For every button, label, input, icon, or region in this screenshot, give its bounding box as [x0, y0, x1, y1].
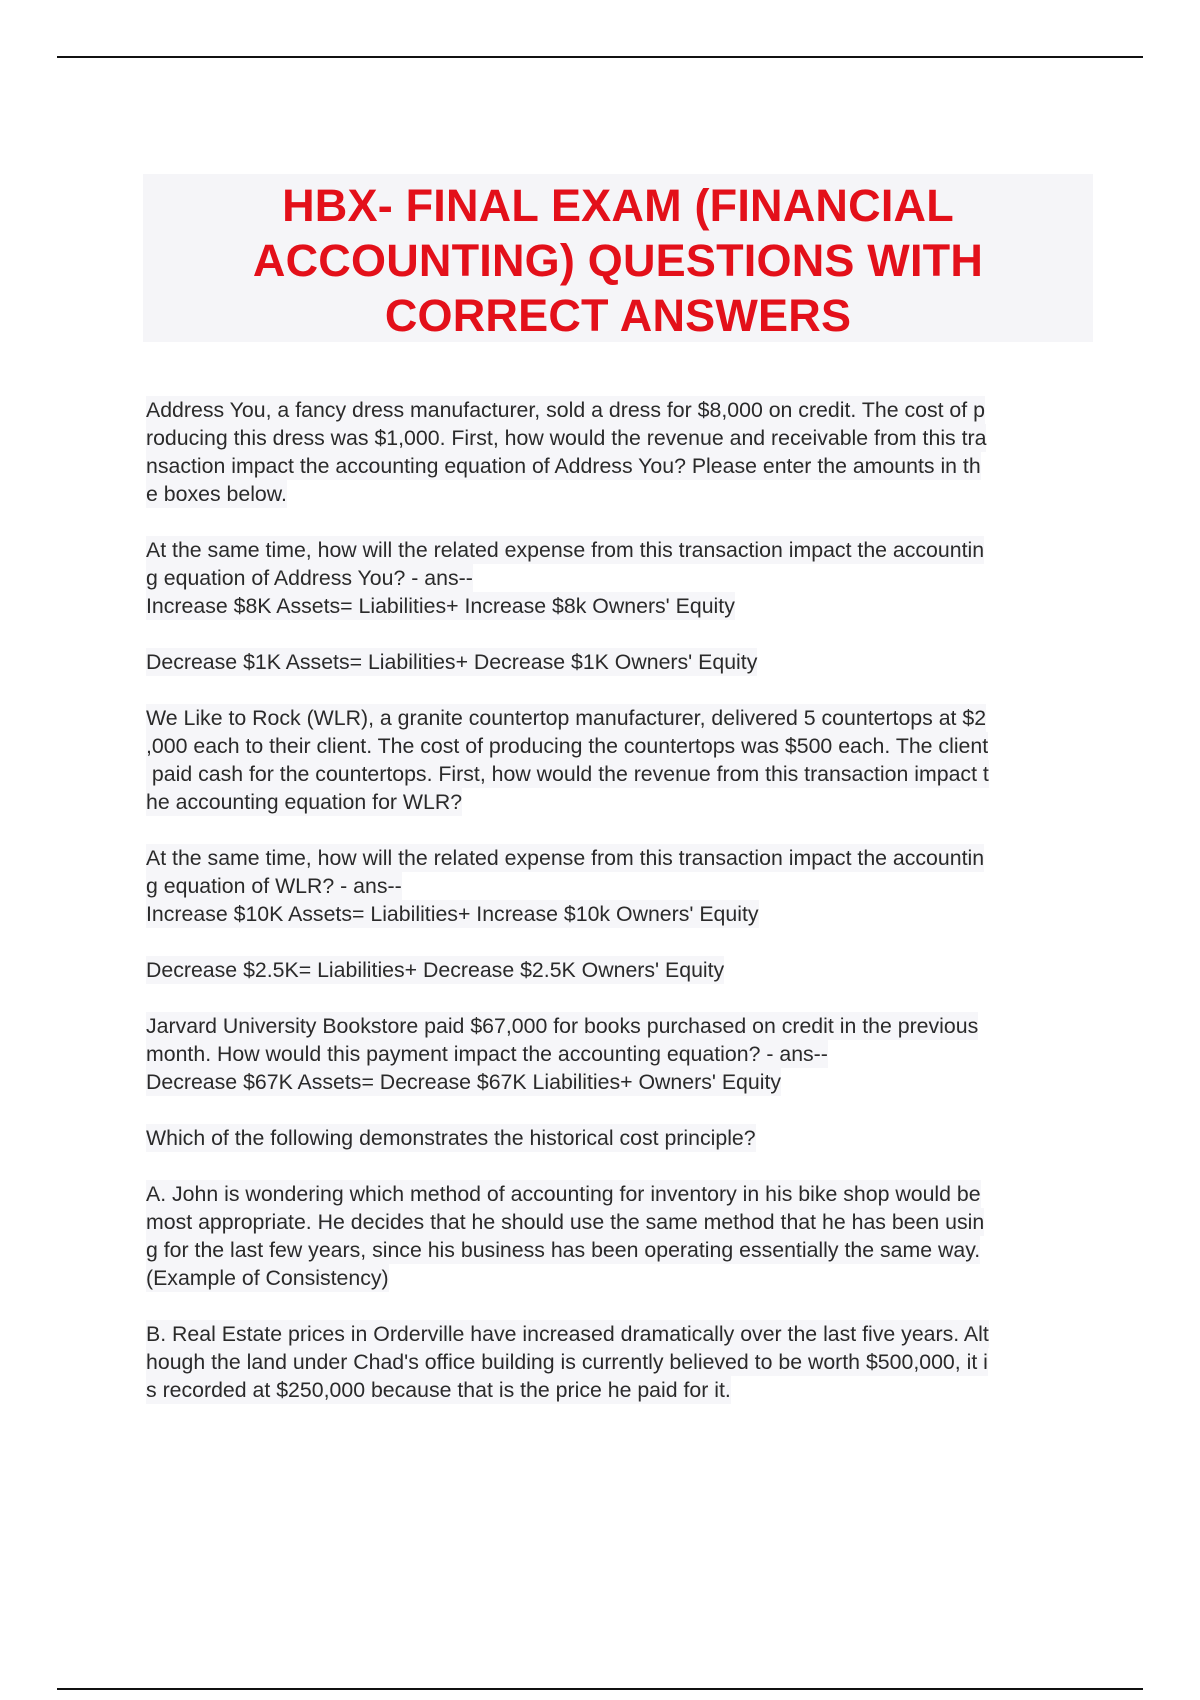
text-line: ,000 each to their client. The cost of producing the countertops was $500 each. The client [146, 734, 989, 758]
paragraph-gap [146, 1152, 1091, 1180]
text-line: Address You, a fancy dress manufacturer, sold a dress for $8,000 on credit. The cost of p [146, 398, 985, 422]
document-title [143, 174, 1093, 342]
text-line: g equation of Address You? - ans-- [146, 566, 473, 590]
question-paragraph [146, 1012, 1091, 1096]
text-line: (Example of Consistency) [146, 1266, 389, 1290]
text-line: g equation of WLR? - ans-- [146, 874, 402, 898]
paragraph-gap [146, 984, 1091, 1012]
paragraph-gap [146, 1292, 1091, 1320]
text-line: Decrease $67K Assets= Decrease $67K Liabilities+ Owners' Equity [146, 1070, 782, 1094]
text-line: e boxes below. [146, 482, 287, 506]
paragraph-gap [146, 620, 1091, 648]
title-line: ACCOUNTING) QUESTIONS WITH [252, 235, 984, 286]
paragraph-gap [146, 508, 1091, 536]
text-line: B. Real Estate prices in Orderville have increased dramatically over the last five years. Alt [146, 1322, 989, 1346]
paragraph-gap [146, 676, 1091, 704]
paragraph-gap [146, 816, 1091, 844]
question-paragraph [146, 536, 1091, 620]
question-paragraph [146, 1124, 1091, 1152]
text-line: At the same time, how will the related expense from this transaction impact the accountin [146, 846, 985, 870]
bottom-rule [57, 1688, 1143, 1690]
text-line: s recorded at $250,000 because that is the price he paid for it. [146, 1378, 731, 1402]
text-line: We Like to Rock (WLR), a granite countertop manufacturer, delivered 5 countertops at $2 [146, 706, 987, 730]
text-line: g for the last few years, since his business has been operating essentially the same way. [146, 1238, 981, 1262]
text-line: Decrease $2.5K= Liabilities+ Decrease $2.5K Owners' Equity [146, 958, 725, 982]
text-line: Jarvard University Bookstore paid $67,000 for books purchased on credit in the previous [146, 1014, 979, 1038]
question-paragraph [146, 1320, 1091, 1404]
question-paragraph [146, 648, 1091, 676]
paragraph-gap [146, 1096, 1091, 1124]
question-paragraph [146, 704, 1091, 816]
question-paragraph [146, 956, 1091, 984]
title-line: CORRECT ANSWERS [384, 290, 852, 341]
text-line: paid cash for the countertops. First, how would the revenue from this transaction impact t [146, 762, 989, 786]
question-paragraph [146, 1180, 1091, 1292]
text-line: A. John is wondering which method of accounting for inventory in his bike shop would be [146, 1182, 981, 1206]
text-line: At the same time, how will the related expense from this transaction impact the accountin [146, 538, 985, 562]
text-line: he accounting equation for WLR? [146, 790, 463, 814]
text-line: roducing this dress was $1,000. First, how would the revenue and receivable from this tra [146, 426, 987, 450]
text-line: month. How would this payment impact the accounting equation? - ans-- [146, 1042, 828, 1066]
text-line: Increase $10K Assets= Liabilities+ Increase $10k Owners' Equity [146, 902, 759, 926]
text-line: nsaction impact the accounting equation of Address You? Please enter the amounts in th [146, 454, 981, 478]
question-paragraph [146, 844, 1091, 928]
text-line: most appropriate. He decides that he should use the same method that he has been usin [146, 1210, 985, 1234]
text-line: hough the land under Chad's office building is currently believed to be worth $500,000, it i [146, 1350, 988, 1374]
text-line: Increase $8K Assets= Liabilities+ Increase $8k Owners' Equity [146, 594, 735, 618]
top-rule [57, 56, 1143, 58]
question-paragraph [146, 396, 1091, 508]
paragraph-gap [146, 928, 1091, 956]
text-line: Decrease $1K Assets= Liabilities+ Decrease $1K Owners' Equity [146, 650, 758, 674]
title-line: HBX- FINAL EXAM (FINANCIAL [282, 180, 954, 231]
text-line: Which of the following demonstrates the historical cost principle? [146, 1126, 756, 1150]
document-body [146, 396, 1091, 1404]
